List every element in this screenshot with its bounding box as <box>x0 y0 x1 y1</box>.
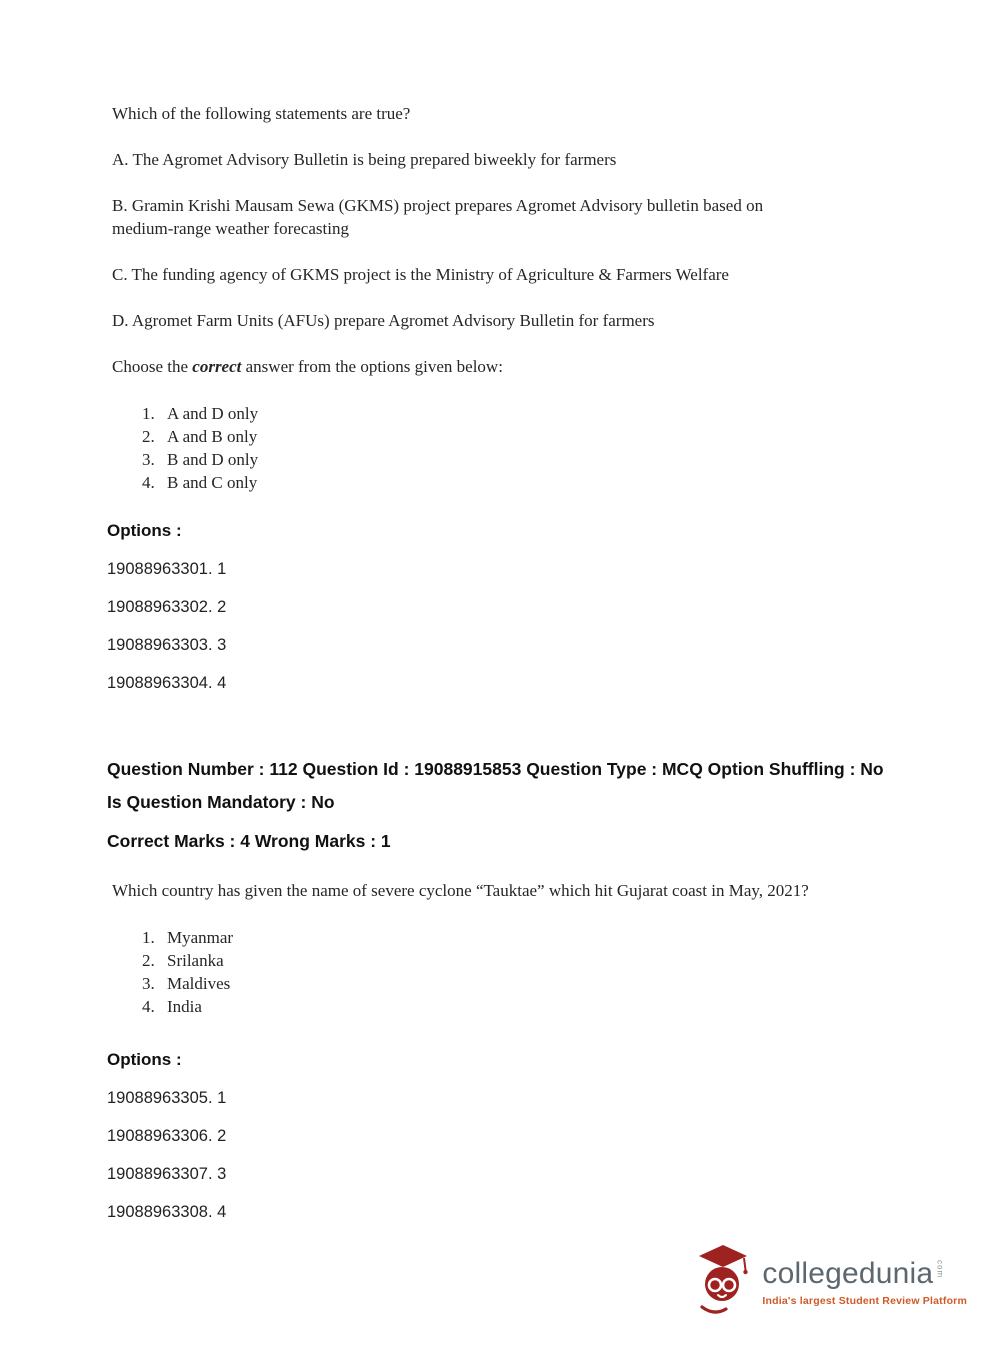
choice-item: 4. B and C only <box>159 471 911 494</box>
option-id-line: 19088963301. 1 <box>107 560 227 578</box>
choice-item: 1. Myanmar <box>159 926 911 949</box>
marks-line: Correct Marks : 4 Wrong Marks : 1 <box>107 831 391 851</box>
brand-name: collegedunia <box>762 1256 934 1290</box>
question-112-text: Which country has given the name of severe cyclone “Tauktae” which hit Gujarat coast in May, 2021? <box>112 881 809 900</box>
statement-a: A. The Agromet Advisory Bulletin is being prepared biweekly for farmers <box>112 150 617 169</box>
option-id-line: 19088963303. 3 <box>107 636 227 654</box>
options-label: Options : <box>107 521 182 540</box>
question-header-line1: Question Number : 112 Question Id : 19088915853 Question Type : MCQ Option Shuffling : No <box>107 759 884 779</box>
option-id-line: 19088963306. 2 <box>107 1127 227 1145</box>
brand-line <box>762 1257 944 1291</box>
choice-item: 3. Maldives <box>159 972 911 995</box>
option-id-line: 19088963304. 4 <box>107 674 227 692</box>
choice-item: 2. Srilanka <box>159 949 911 972</box>
question1-choice-list <box>107 402 911 494</box>
choose-suffix: answer from the options given below: <box>241 357 503 376</box>
question-header-line2: Is Question Mandatory : No <box>107 792 335 812</box>
collegedunia-logo <box>696 1243 967 1320</box>
option-id-line: 19088963308. 4 <box>107 1203 227 1221</box>
question-intro: Which of the following statements are true? <box>112 104 411 123</box>
collegedunia-brand-block <box>762 1257 967 1307</box>
choice-item: 4. India <box>159 995 911 1018</box>
option-id-line: 19088963307. 3 <box>107 1165 227 1183</box>
choose-instruction <box>112 355 812 378</box>
option-id-line: 19088963302. 2 <box>107 598 227 616</box>
collegedunia-mascot-icon <box>696 1243 750 1320</box>
choice-item: 3. B and D only <box>159 448 911 471</box>
choose-correct-word: correct <box>192 357 242 376</box>
choice-item: 1. A and D only <box>159 402 911 425</box>
brand-com-suffix: com <box>935 1259 945 1278</box>
question-header <box>107 753 911 819</box>
question2-choice-list <box>107 926 911 1018</box>
statement-c: C. The funding agency of GKMS project is the Ministry of Agriculture & Farmers Welfare <box>112 265 729 284</box>
statement-b: B. Gramin Krishi Mausam Sewa (GKMS) project prepares Agromet Advisory bulletin based on medium-range weather forecasting <box>112 196 764 238</box>
choice-item: 2. A and B only <box>159 425 911 448</box>
option-id-line: 19088963305. 1 <box>107 1089 227 1107</box>
options-label: Options : <box>107 1050 182 1069</box>
statement-d: D. Agromet Farm Units (AFUs) prepare Agromet Advisory Bulletin for farmers <box>112 311 655 330</box>
choose-prefix: Choose the <box>112 357 193 376</box>
brand-tagline: India's largest Student Review Platform <box>762 1294 967 1307</box>
